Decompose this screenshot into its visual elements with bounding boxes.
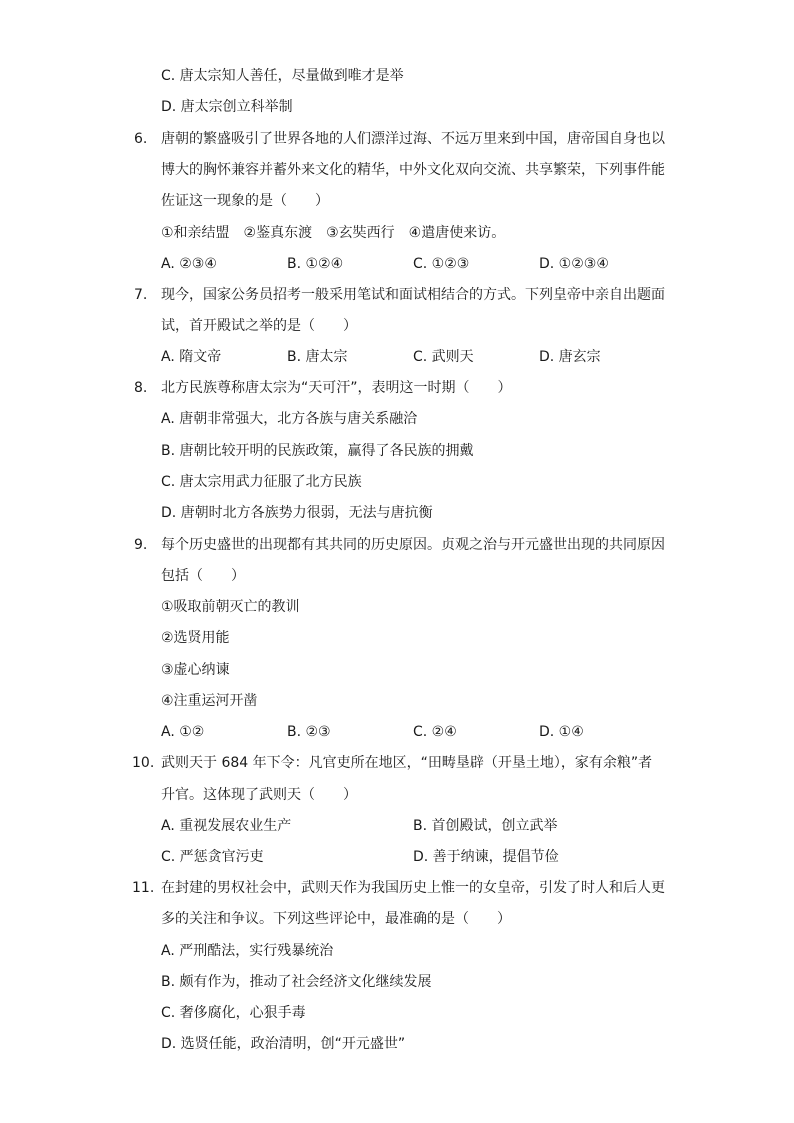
q5-option-c: C. 唐太宗知人善任，尽量做到唯才是举 bbox=[161, 68, 404, 84]
q11-option-d: D. 选贤任能，政治清明，创“开元盛世” bbox=[161, 1036, 406, 1052]
q7-option-d: D. 唐玄宗 bbox=[539, 349, 601, 365]
q10-stem-line-2: 升官。这体现了武则天（ ） bbox=[161, 787, 357, 803]
q5-option-d: D. 唐太宗创立科举制 bbox=[161, 99, 293, 115]
q10-option-d: D. 善于纳谏，提倡节俭 bbox=[413, 849, 559, 865]
q6-stem-line-1: 唐朝的繁盛吸引了世界各地的人们漂洋过海、不远万里来到中国，唐帝国自身也以 bbox=[161, 131, 665, 147]
q6-number: 6. bbox=[134, 131, 148, 147]
q8-option-d: D. 唐朝时北方各族势力很弱，无法与唐抗衡 bbox=[161, 505, 433, 521]
q11-stem-line-1: 在封建的男权社会中，武则天作为我国历史上惟一的女皇帝，引发了时人和后人更 bbox=[161, 880, 665, 896]
q9-option-d: D. ①④ bbox=[539, 724, 584, 740]
q10-option-c: C. 严惩贪官污吏 bbox=[161, 849, 264, 865]
q6-option-d: D. ①②③④ bbox=[539, 256, 609, 272]
q6-option-a: A. ②③④ bbox=[161, 256, 217, 272]
q8-number: 8. bbox=[134, 380, 148, 396]
q10-option-a: A. 重视发展农业生产 bbox=[161, 818, 292, 834]
q11-option-b: B. 颇有作为，推动了社会经济文化继续发展 bbox=[161, 974, 432, 990]
q11-number: 11. bbox=[132, 880, 155, 896]
q9-number: 9. bbox=[134, 537, 148, 553]
q9-stem-line-1: 每个历史盛世的出现都有其共同的历史原因。贞观之治与开元盛世出现的共同原因 bbox=[161, 537, 665, 553]
q7-number: 7. bbox=[134, 287, 148, 303]
q9-item-4: ④注重运河开凿 bbox=[161, 693, 258, 709]
q9-option-b: B. ②③ bbox=[287, 724, 331, 740]
q9-option-c: C. ②④ bbox=[413, 724, 457, 740]
q10-stem-line-1: 武则天于 684 年下令：凡官吏所在地区，“田畴垦辟（开垦土地），家有余粮”者 bbox=[161, 755, 653, 771]
q9-item-3: ③虚心纳谏 bbox=[161, 662, 230, 678]
q6-option-b: B. ①②④ bbox=[287, 256, 344, 272]
q6-stem-line-3: 佐证这一现象的是（ ） bbox=[161, 193, 329, 209]
q7-option-c: C. 武则天 bbox=[413, 349, 474, 365]
q11-option-a: A. 严刑酷法，实行残暴统治 bbox=[161, 943, 334, 959]
q7-stem-line-1: 现今，国家公务员招考一般采用笔试和面试相结合的方式。下列皇帝中亲自出题面 bbox=[161, 287, 665, 303]
q7-option-b: B. 唐太宗 bbox=[287, 349, 348, 365]
q11-option-c: C. 奢侈腐化，心狠手毒 bbox=[161, 1005, 306, 1021]
q8-option-c: C. 唐太宗用武力征服了北方民族 bbox=[161, 474, 362, 490]
q9-item-1: ①吸取前朝灭亡的教训 bbox=[161, 599, 300, 615]
q8-option-b: B. 唐朝比较开明的民族政策，赢得了各民族的拥戴 bbox=[161, 443, 474, 459]
q6-stem-line-2: 博大的胸怀兼容并蓄外来文化的精华，中外文化双向交流、共享繁荣，下列事件能 bbox=[161, 162, 665, 178]
q11-stem-line-2: 多的关注和争议。下列这些评论中，最准确的是（ ） bbox=[161, 911, 511, 927]
q6-items: ①和亲结盟 ②鉴真东渡 ③玄奘西行 ④遣唐使来访。 bbox=[161, 225, 506, 241]
q8-stem-line-1: 北方民族尊称唐太宗为“天可汗”，表明这一时期（ ） bbox=[161, 380, 512, 396]
q7-stem-line-2: 试，首开殿试之举的是（ ） bbox=[161, 318, 357, 334]
q10-number: 10. bbox=[132, 755, 155, 771]
q9-option-a: A. ①② bbox=[161, 724, 205, 740]
q7-option-a: A. 隋文帝 bbox=[161, 349, 222, 365]
q10-option-b: B. 首创殿试，创立武举 bbox=[413, 818, 558, 834]
q6-option-c: C. ①②③ bbox=[413, 256, 470, 272]
q9-stem-line-2: 包括（ ） bbox=[161, 568, 245, 584]
q9-item-2: ②选贤用能 bbox=[161, 630, 230, 646]
q8-option-a: A. 唐朝非常强大，北方各族与唐关系融洽 bbox=[161, 411, 418, 427]
